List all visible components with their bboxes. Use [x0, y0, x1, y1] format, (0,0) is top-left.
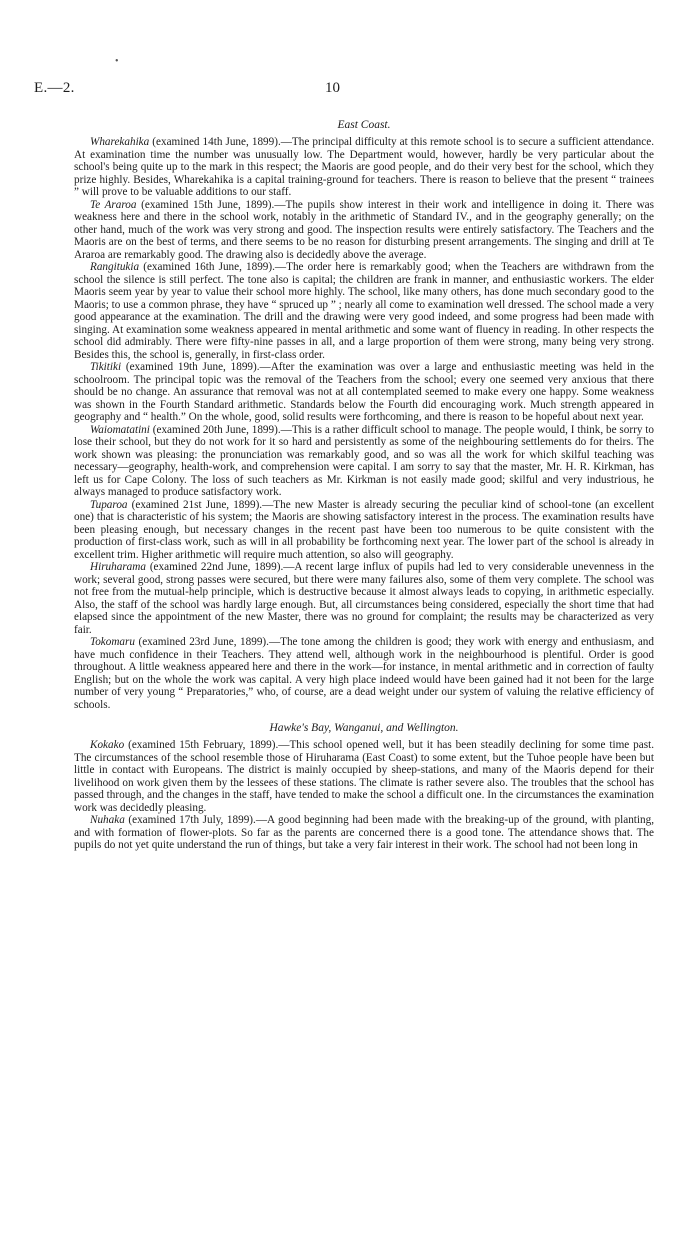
report-text: (examined 17th July, 1899).—A good beginning had been made with the breaking-up of the ground, with planting, and with formation of flower-plots. So far as the parents are concerned there is a good tone. The attendance shows that. The pupils do not yet quite understand the run of things, but take a very fair interest in their work. The school had not been long in — [74, 814, 654, 851]
section-title-east-coast: East Coast. — [337, 119, 391, 131]
school-report-paragraph — [74, 424, 654, 499]
report-text: (examined 23rd June, 1899).—The tone among the children is good; they work with energy and enthusiasm, and have much confidence in their Teachers. They attend well, although work in the neighbourhood is plentiful. Order is good throughout. A little weakness appeared here and there in the work—for instance, in mental arithmetic and in correction of faulty English; but on the whole the work was capital. A very high place indeed would have been gained had it not been for the large number of very young “ Preparatories,” who, of course, are a dead weight under our system of valuing the relative efficiency of schools. — [74, 636, 654, 711]
page-header — [34, 80, 666, 100]
report-text: (examined 20th June, 1899).—This is a rather difficult school to manage. The people would, I think, be sorry to lose their school, but they do not work for it so hard and persistently as some of the neighbouring settlements do for theirs. The work shown was pleasing: the pronunciation was remarkably good, and so was all the work for which skilful teaching was necessary—geography, health-work, and comprehension were capital. I am sorry to say that the master, Mr. H. R. Kirkman, has left us for Cape Colony. The loss of such teachers as Mr. Kirkman is not easily made good; skilful and very industrious, he always managed to produce satisfactory work. — [74, 423, 654, 498]
school-report-paragraph — [74, 739, 654, 814]
school-report-paragraph — [74, 561, 654, 636]
school-report-paragraph — [74, 199, 654, 262]
section-title-hawkes-bay: Hawke's Bay, Wanganui, and Wellington. — [269, 722, 459, 734]
report-text: (examined 14th June, 1899).—The principal difficulty at this remote school is to secure a sufficient attendance. At examination time the number was unusually low. The Department would, however, hardly be very particular about the school's being quite up to the mark in this respect; the Maoris are good people, and do their very best for the school, which they prize highly. Besides, Wharekahika is a capital training-ground for teachers. There is reason to believe that the present “ trainees ” will prove to be valuable additions to our staff. — [74, 136, 654, 198]
school-name: Tikitiki — [90, 361, 122, 373]
page-number: 10 — [325, 80, 340, 96]
school-report-paragraph — [74, 499, 654, 562]
school-report-paragraph — [74, 361, 654, 424]
school-name: Kokako — [90, 739, 125, 751]
school-name: Wharekahika — [90, 136, 150, 148]
school-name: Nuhaka — [90, 814, 125, 826]
school-name: Rangitukia — [90, 261, 140, 273]
section-gap — [74, 711, 654, 721]
school-name: Hiruharama — [90, 561, 146, 573]
school-name: Tokomaru — [90, 636, 135, 648]
school-name: Tuparoa — [90, 498, 128, 511]
school-report-paragraph — [74, 261, 654, 361]
report-text: (examined 22nd June, 1899).—A recent large influx of pupils had led to very considerable unevenness in the work; several good, strong passes were secured, but there were many failures also, some of them very complete. The school was not free from the mutual-help principle, which is destructive because it almost always leads to copying, in arithmetic especially. Also, the staff of the school was hardly large enough. But, all circumstances being considered, especially the short time that had elapsed since the appointment of the new Master, there was no ground for complaint; the results may be characterized as very fair. — [74, 561, 654, 636]
document-reference: E.—2. — [34, 80, 75, 96]
school-report-paragraph — [74, 814, 654, 852]
school-report-paragraph — [74, 136, 654, 199]
report-text: (examined 19th June, 1899).—After the examination was over a large and enthusiastic meeting was held in the schoolroom. The principal topic was the removal of the Teachers from the school; every one seemed very anxious that there should be no change. An assurance that removal was not at all contemplated seemed to make every one happy. Some weakness was shown in the Fourth Standard arithmetic. Standards below the Fourth did encouraging work. Much strength appeared in geography and “ health.” On the whole, good, solid results were forthcoming, and there is reason to be hopeful about next year. — [74, 361, 654, 423]
page-content — [74, 118, 654, 852]
stray-mark: • — [115, 56, 119, 67]
report-text: (examined 16th June, 1899).—The order here is remarkably good; when the Teachers are withdrawn from the school the silence is still perfect. The tone also is capital; the children are frank in manner, and enthusiastic workers. The elder Maoris seem year by year to value their school more highly. The school, like many others, has done much secondary good to the Maoris; to use a common phrase, they have “ spruced up ” ; nearly all come to examination well dressed. The school made a very good appearance at the examination. The drill and the drawing were very good indeed, and some progress had been made with singing. At examination some weakness appeared in mental arithmetic and some want of fluency in reading. In other respects the school did admirably. There were fifty-nine passes in all, and a large proportion of them were strong, many being very strong. Besides this, the school is, generally, in first-class order. — [74, 261, 654, 361]
school-report-paragraph — [74, 636, 654, 711]
school-name: Waiomatatini — [90, 423, 150, 436]
report-text: (examined 15th June, 1899).—The pupils show interest in their work and intelligence in doing it. There was weakness here and there in the school work, notably in the arithmetic of Standard IV., and in the geography generally; on the other hand, much of the work was very strong and good. The inspection results were entirely satisfactory. The Teachers and the Maoris are on the best of terms, and there seems to be no reason for disturbing present arrangements. The singing and drill at Te Araroa are remarkably good. The drawing also is decidedly above the average. — [74, 198, 654, 261]
report-text: (examined 15th February, 1899).—This school opened well, but it has been steadily declining for some time past. The circumstances of the school resemble those of Hiruharama (East Coast) to some extent, but the Tuhoe people have been but little in contact with Europeans. The district is mainly occupied by sheep-stations, and many of the Maoris depend for their livelihood on work given them by the lessees of these stations. The climate is rather severe also. The troubles that the school has passed through, and the changes in the staff, have tended to make the school a difficult one. In the circumstances the examination work was decidedly pleasing. — [74, 739, 654, 814]
school-name: Te Araroa — [90, 198, 137, 211]
report-text: (examined 21st June, 1899).—The new Master is already securing the peculiar kind of school-tone (an excellent one) that is characteristic of his system; the Maoris are showing satisfactory interest in the process. The examination results have been pleasing enough, but necessary changes in the recent past have been too numerous to be quite consistent with the production of first-class work, such as will in all probability be forthcoming next year. The lower part of the school is already in excellent trim. Higher arithmetic will require much attention, so also will geography. — [74, 498, 654, 561]
